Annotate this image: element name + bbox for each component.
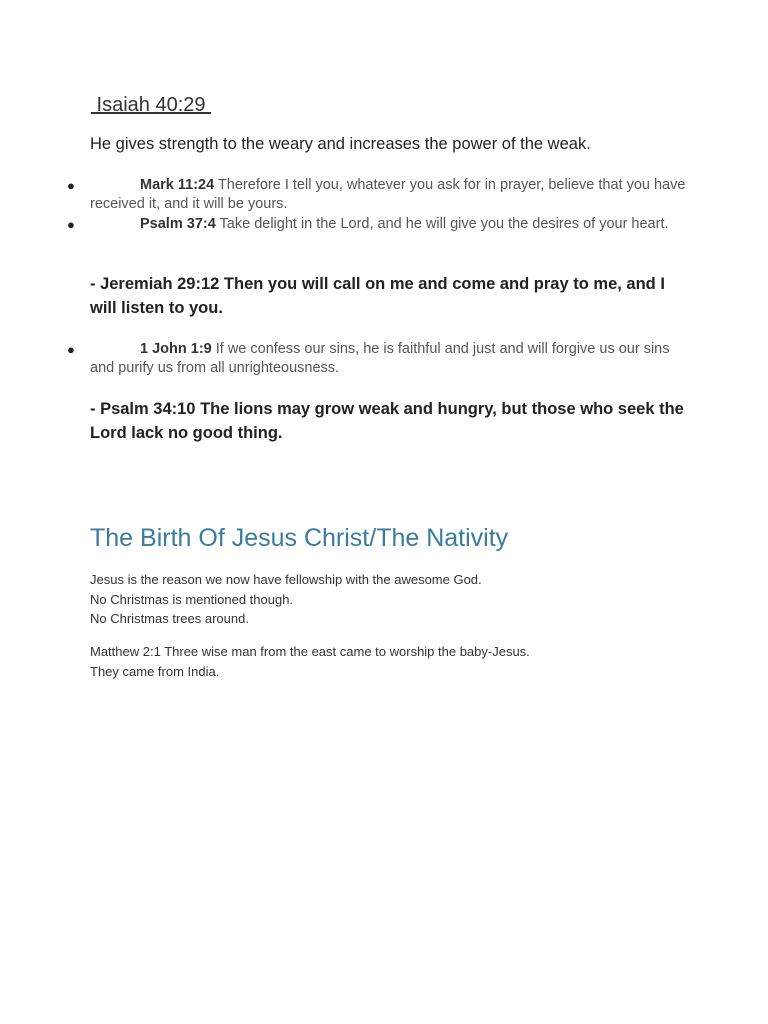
scripture-text: Then you will call on me and come and pray to me, and I will listen to you. [90, 275, 665, 317]
quote-block [90, 397, 690, 445]
scripture-text: Take delight in the Lord, and he will give you the desires of your heart. [215, 216, 669, 232]
scripture-reference: - Psalm 34:10 [90, 400, 196, 418]
section-title: The Birth Of Jesus Christ/The Nativity [90, 524, 509, 552]
list-item [67, 176, 690, 214]
quote-block [90, 272, 690, 320]
list-item [67, 340, 690, 378]
bullet-icon: ● [67, 178, 75, 193]
bullet-icon: ● [67, 342, 75, 357]
paragraph-line: Matthew 2:1 Three wise man from the east came to worship the baby-Jesus. [90, 644, 530, 659]
scripture-text: If we confess our sins, he is faithful and just and will forgive us our sins and purify us from all unrighteousness. [90, 341, 670, 376]
matthew-paragraph [90, 642, 710, 681]
scripture-reference: 1 John 1:9 [140, 341, 212, 357]
list-item [67, 215, 690, 234]
paragraph-line: No Christmas is mentioned though. [90, 591, 294, 607]
scripture-text: The lions may grow weak and hungry, but those who seek the Lord lack no good thing. [90, 400, 684, 442]
paragraph-line: No Christmas trees around. [90, 611, 249, 626]
verse-heading: Isaiah 40:29 [91, 94, 212, 116]
nativity-paragraph [90, 570, 710, 629]
bullet-icon: ● [67, 217, 75, 232]
scripture-reference: Psalm 37:4 [140, 216, 216, 232]
scripture-reference: Mark 11:24 [140, 177, 215, 193]
paragraph-line: They came from India. [90, 663, 220, 679]
scripture-text: Therefore I tell you, whatever you ask for in prayer, believe that you have received it, and it will be yours. [90, 177, 686, 212]
scripture-reference: - Jeremiah 29:12 [90, 275, 220, 293]
paragraph-line: Jesus is the reason we now have fellowship with the awesome God. [90, 572, 482, 587]
verse-text: He gives strength to the weary and increases the power of the weak. [90, 135, 591, 153]
